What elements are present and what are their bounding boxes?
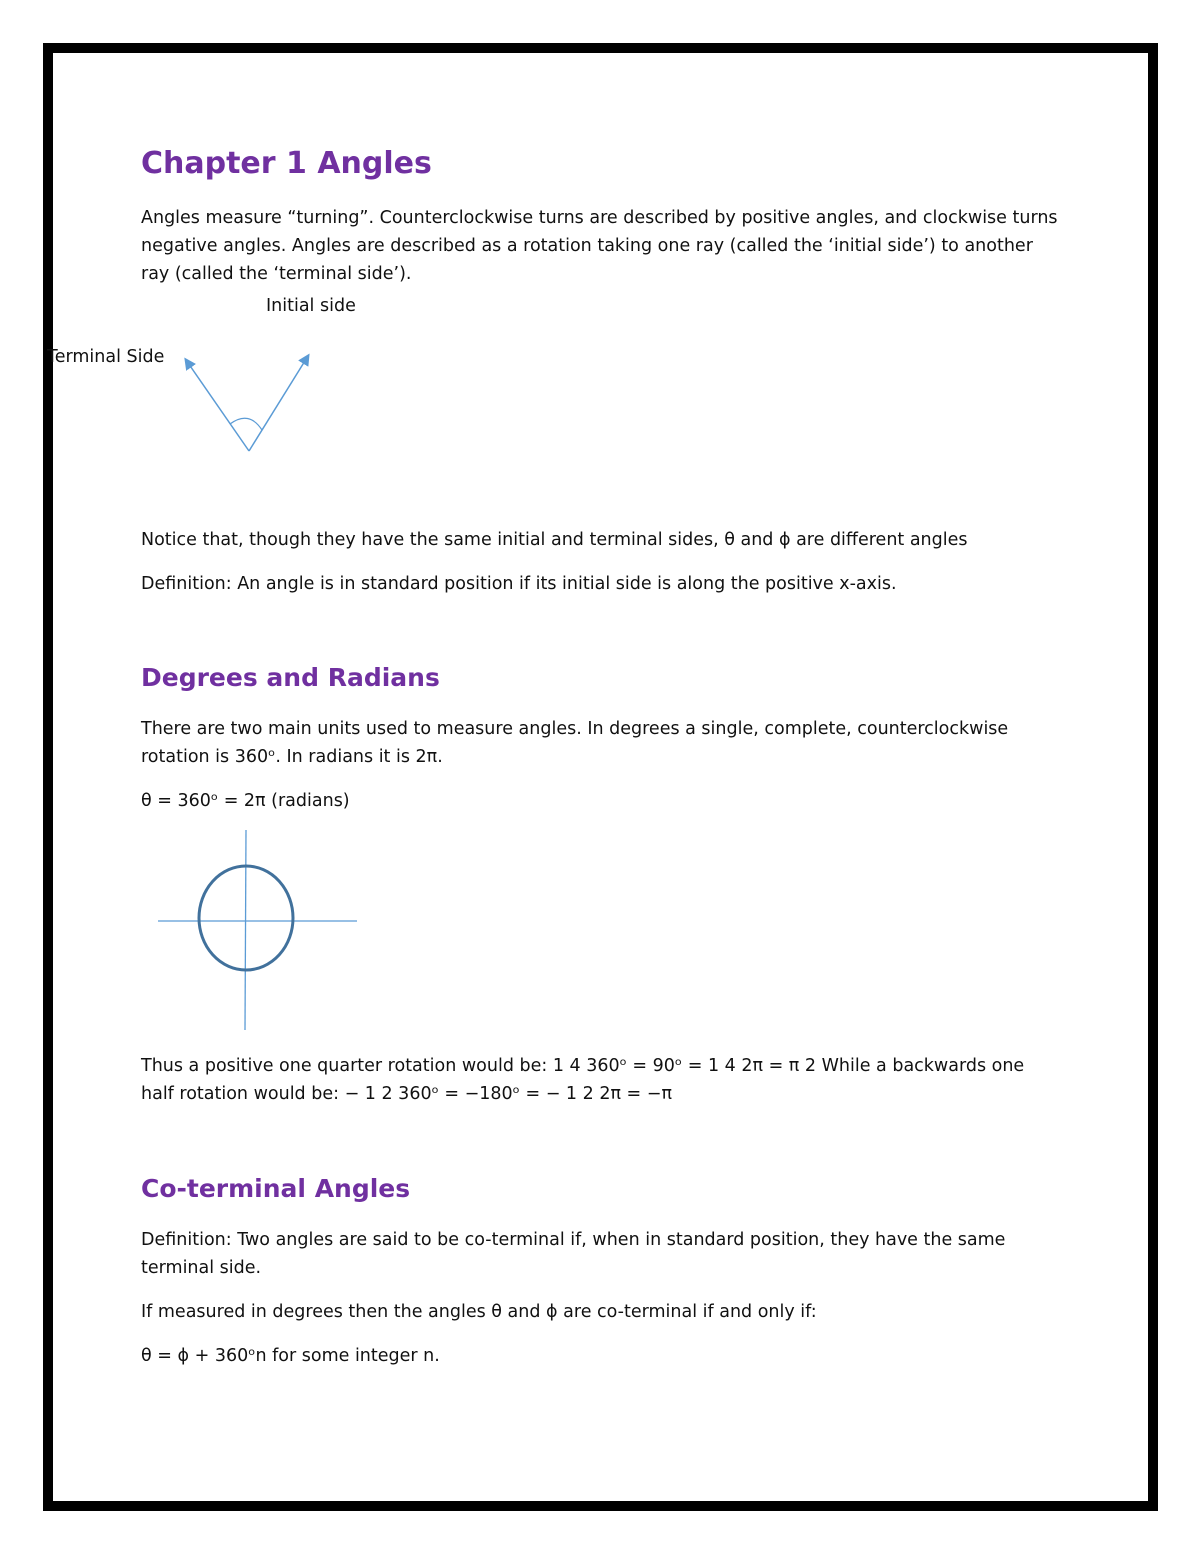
coterminal-title: Co-terminal Angles — [141, 1174, 411, 1203]
degrees-radians-title: Degrees and Radians — [141, 663, 440, 692]
standard-position-definition: Definition: An angle is in standard position if its initial side is along the positive x-axis. — [141, 574, 897, 594]
notice-paragraph: Notice that, though they have the same initial and terminal sides, θ and ϕ are different angles — [141, 530, 968, 550]
angle-arc — [230, 418, 262, 430]
full-rotation-equation: θ = 360ᵒ = 2π (radians) — [141, 791, 350, 811]
coterminal-condition: If measured in degrees then the angles θ and ϕ are co-terminal if and only if: — [141, 1302, 817, 1322]
chapter-title: Chapter 1 Angles — [141, 146, 432, 181]
terminal-side-label: Terminal Side — [47, 347, 165, 367]
y-axis-line — [245, 830, 246, 1030]
angle-figure — [170, 340, 330, 460]
terminal-side-ray — [186, 360, 249, 451]
initial-side-label: Initial side — [266, 296, 356, 316]
rotation-paragraph: Thus a positive one quarter rotation would be: 1 4 360ᵒ = 90ᵒ = 1 4 2π = π 2 While a backwards one half rotation would be: − 1 2 360ᵒ = −180ᵒ = − 1 2 2π = −π — [141, 1056, 1025, 1104]
units-paragraph: There are two main units used to measure angles. In degrees a single, complete, counterclockwise rotation is 360ᵒ. In radians it is 2π. — [141, 719, 1009, 767]
coterminal-formula: θ = ϕ + 360ᵒn for some integer n. — [141, 1346, 440, 1366]
circle-figure — [150, 825, 365, 1035]
initial-side-ray — [249, 356, 308, 451]
coterminal-definition: Definition: Two angles are said to be co-terminal if, when in standard position, they have the same terminal side. — [141, 1230, 1006, 1278]
intro-paragraph: Angles measure “turning”. Counterclockwise turns are described by positive angles, and clockwise turns negative angles. Angles are described as a rotation taking one ray (called the ‘initial side’) to another ray (called the ‘terminal side’). — [141, 208, 1058, 284]
